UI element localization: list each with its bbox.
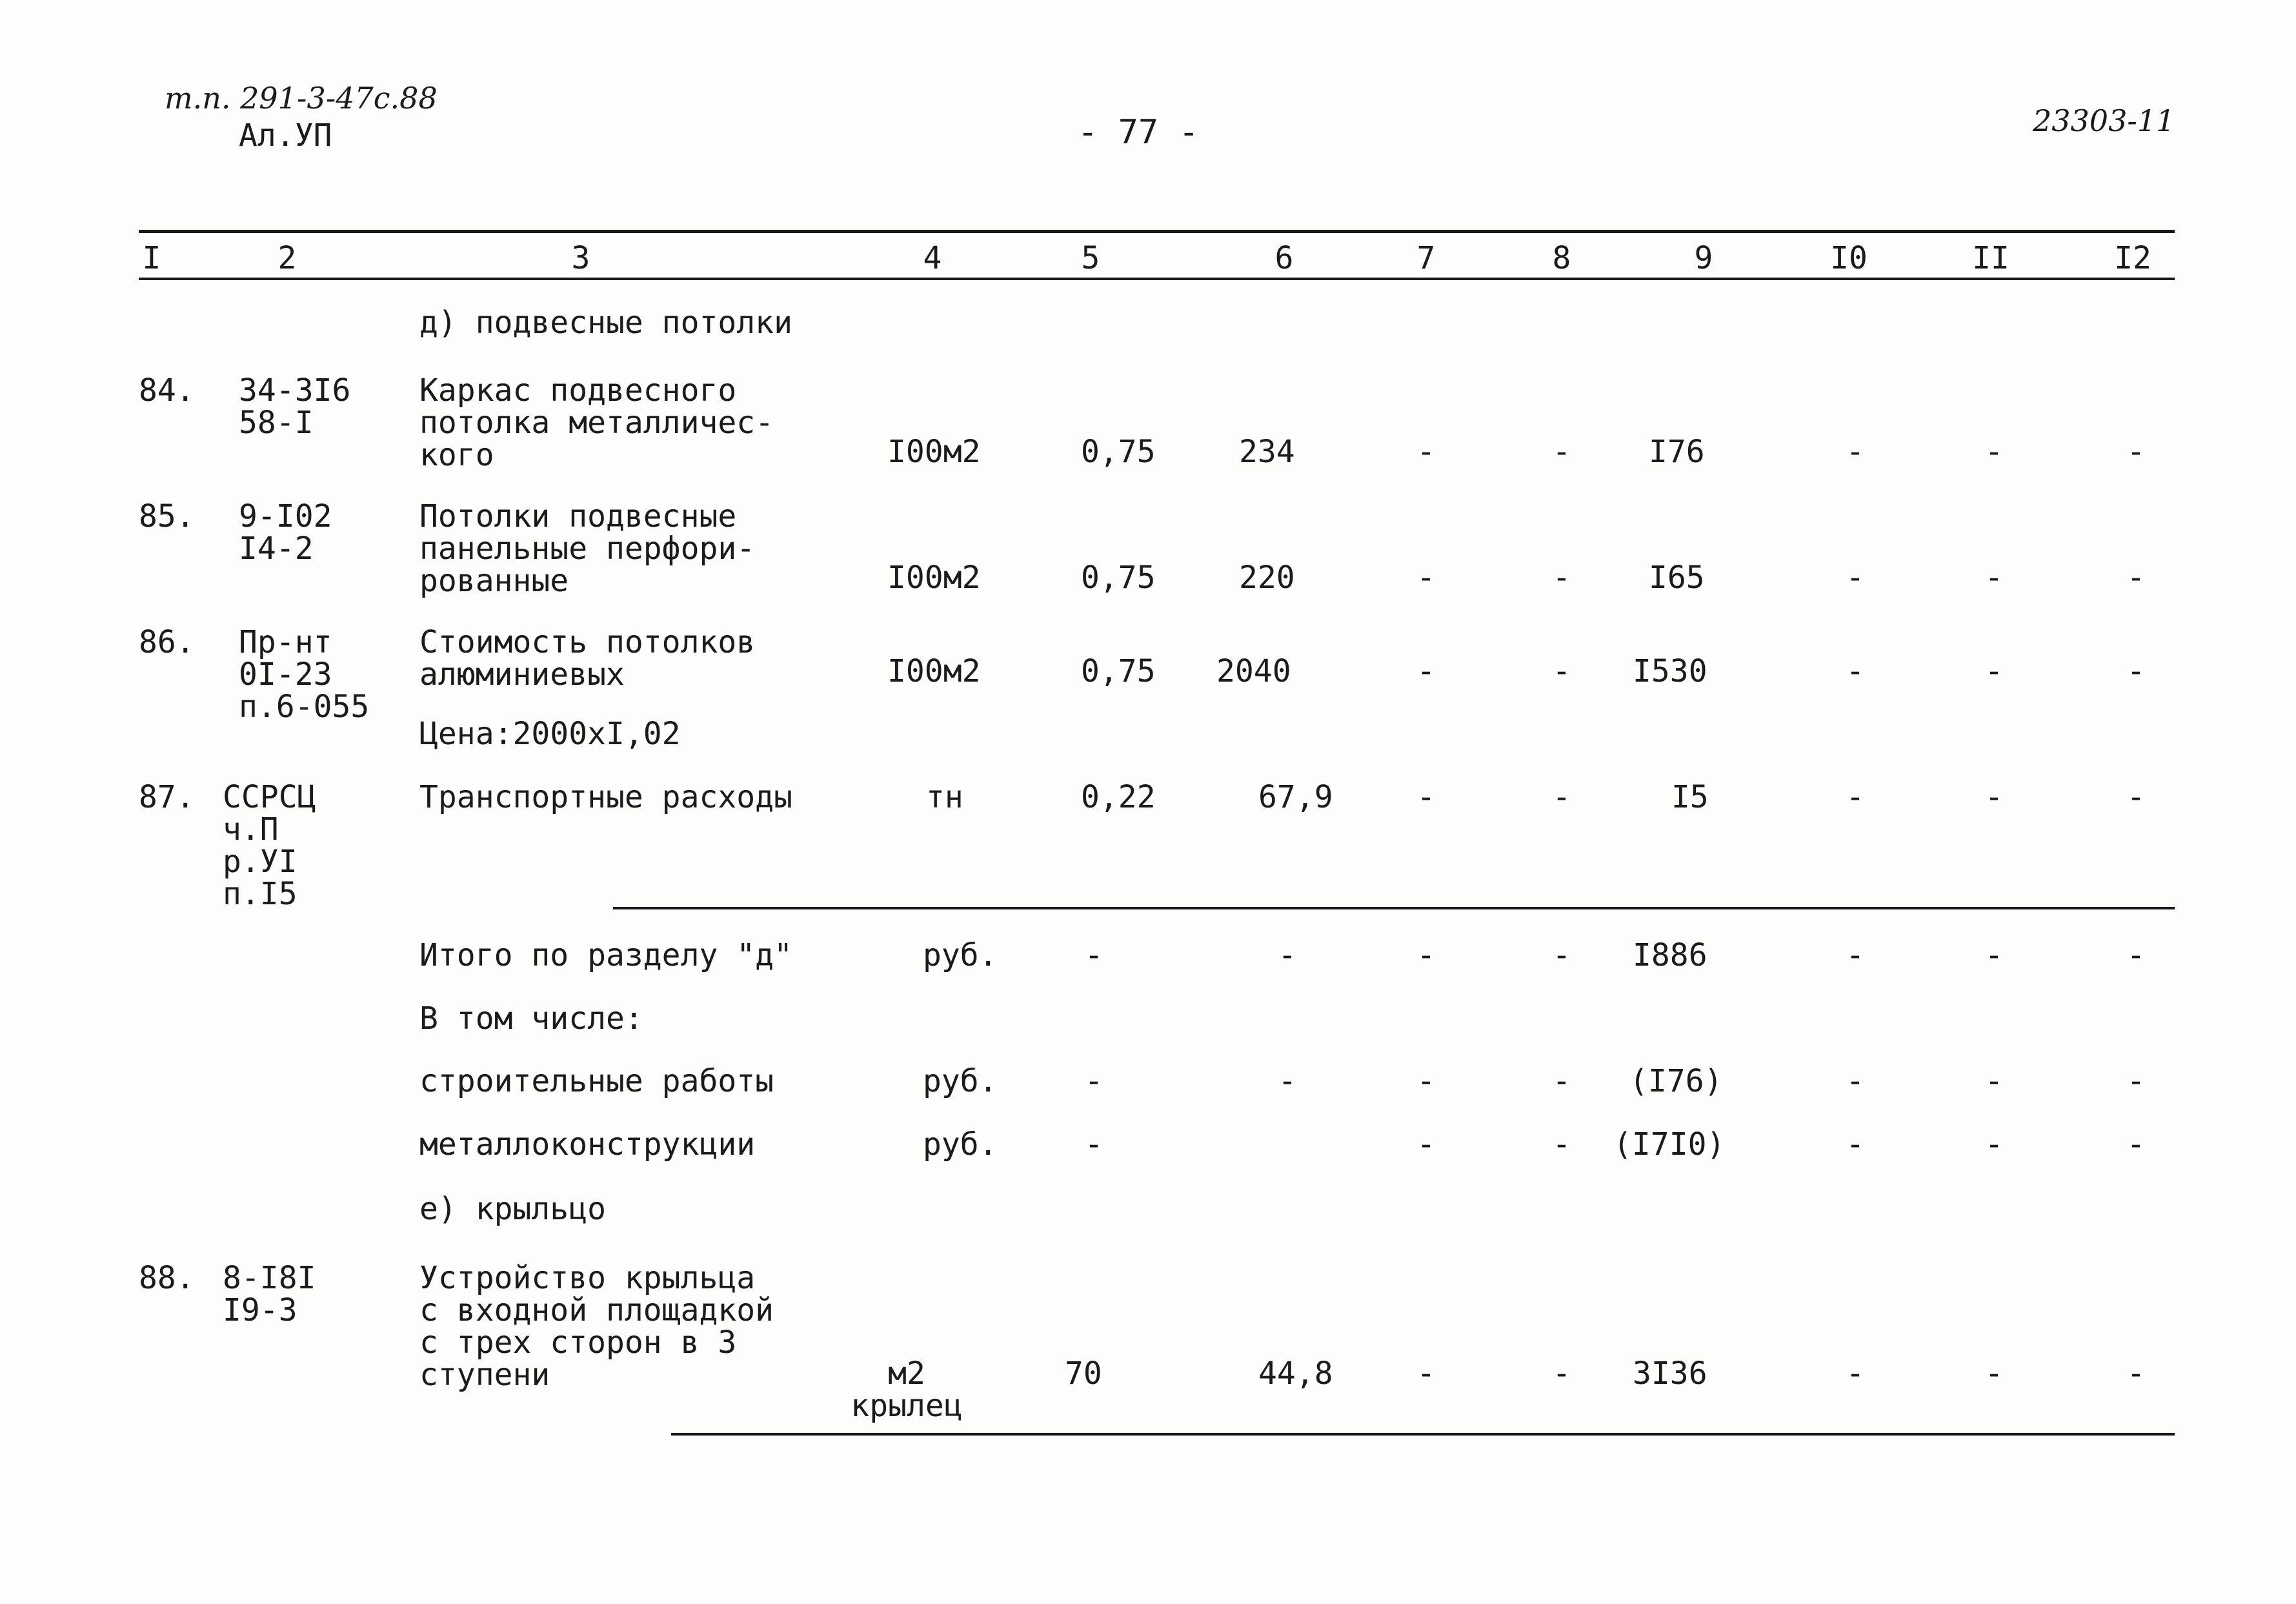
- including-label: В том числе:: [419, 1000, 643, 1037]
- cell-10: -: [1846, 434, 1865, 470]
- cell-12: -: [2126, 937, 2146, 973]
- unit: тн: [926, 779, 963, 815]
- cell-7: -: [1416, 434, 1436, 470]
- column-number: 9: [1694, 240, 1713, 276]
- cell-8: -: [1552, 1355, 1571, 1392]
- norm-code: 34-3I6 58-I: [239, 372, 351, 441]
- summary-label: строительные работы: [419, 1063, 774, 1099]
- column-number: I: [142, 240, 161, 276]
- cell-8: -: [1552, 1063, 1571, 1099]
- work-name: Транспортные расходы: [419, 779, 792, 815]
- cell-10: -: [1846, 937, 1865, 973]
- cell-12: -: [2126, 1126, 2146, 1162]
- quantity: -: [1084, 1126, 1103, 1162]
- cell-8: -: [1552, 653, 1571, 689]
- work-name: Устройство крыльца с входной площадкой с трех сторон в 3 ступени: [419, 1260, 774, 1393]
- cell-7: -: [1416, 653, 1436, 689]
- unit-price: 67,9: [1258, 779, 1333, 815]
- total-cost: (I76): [1629, 1063, 1723, 1099]
- cell-8: -: [1552, 779, 1571, 815]
- total-cost: I5: [1671, 779, 1709, 815]
- unit: I00м2: [887, 434, 981, 470]
- total-cost: I886: [1633, 937, 1707, 973]
- unit: I00м2: [887, 653, 981, 689]
- subtotal-rule: [613, 907, 2175, 909]
- quantity: 0,75: [1081, 653, 1156, 689]
- cell-10: -: [1846, 1355, 1865, 1392]
- column-number: 3: [571, 240, 590, 276]
- header-bottom-rule: [139, 278, 2175, 280]
- section-title: е) крыльцо: [419, 1191, 606, 1227]
- cell-7: -: [1416, 560, 1436, 596]
- unit-price: 44,8: [1258, 1355, 1333, 1392]
- cell-11: -: [1984, 1063, 2004, 1099]
- column-number: I0: [1830, 240, 1868, 276]
- cell-11: -: [1984, 1355, 2004, 1392]
- unit-price: 220: [1239, 560, 1295, 596]
- unit: I00м2: [887, 560, 981, 596]
- cell-8: -: [1552, 434, 1571, 470]
- total-cost: I65: [1649, 560, 1705, 596]
- cell-12: -: [2126, 1355, 2146, 1392]
- cell-11: -: [1984, 560, 2004, 596]
- work-name: Потолки подвесные панельные перфори- рованные: [419, 498, 756, 599]
- cell-7: -: [1416, 1126, 1436, 1162]
- cell-10: -: [1846, 779, 1865, 815]
- cell-12: -: [2126, 779, 2146, 815]
- cell-11: -: [1984, 1126, 2004, 1162]
- column-number: 4: [923, 240, 942, 276]
- unit: руб.: [923, 1063, 998, 1099]
- column-number: 7: [1416, 240, 1436, 276]
- norm-code: Пр-нт 0I-23 п.6-055: [239, 624, 370, 725]
- cell-11: -: [1984, 434, 2004, 470]
- header-top-rule: [139, 230, 2175, 233]
- price-note: Цена:2000хI,02: [419, 716, 681, 752]
- cell-10: -: [1846, 653, 1865, 689]
- row-number: 87.: [139, 779, 195, 815]
- summary-label: металлоконструкции: [419, 1126, 756, 1162]
- total-cost: 3I36: [1633, 1355, 1707, 1392]
- cell-12: -: [2126, 434, 2146, 470]
- cell-10: -: [1846, 1063, 1865, 1099]
- column-number: I2: [2114, 240, 2151, 276]
- cell-11: -: [1984, 653, 2004, 689]
- album-label: Ал.УП: [239, 117, 332, 154]
- quantity: -: [1084, 1063, 1103, 1099]
- archive-number: 23303-11: [2033, 103, 2175, 138]
- column-number: 6: [1274, 240, 1294, 276]
- section-title: д) подвесные потолки: [419, 305, 792, 341]
- norm-code: 8-I8I I9-3: [223, 1260, 316, 1328]
- cell-11: -: [1984, 937, 2004, 973]
- cell-8: -: [1552, 1126, 1571, 1162]
- unit-price: -: [1278, 1063, 1297, 1099]
- quantity: -: [1084, 937, 1103, 973]
- unit-price: -: [1278, 937, 1297, 973]
- row-number: 86.: [139, 624, 195, 660]
- total-cost: (I7I0): [1613, 1126, 1726, 1162]
- quantity: 0,75: [1081, 560, 1156, 596]
- column-number: 2: [277, 240, 297, 276]
- unit: руб.: [923, 937, 998, 973]
- cell-10: -: [1846, 1126, 1865, 1162]
- work-name: Стоимость потолков алюминиевых: [419, 624, 756, 693]
- unit: м2 крылец: [851, 1355, 963, 1424]
- norm-code: ССРСЦ ч.П р.УI п.I5: [223, 779, 316, 912]
- cell-7: -: [1416, 779, 1436, 815]
- row-number: 85.: [139, 498, 195, 534]
- row-number: 84.: [139, 372, 195, 409]
- column-number: 5: [1081, 240, 1100, 276]
- document-code: т.п. 291-3-47с.88: [165, 81, 438, 116]
- unit: руб.: [923, 1126, 998, 1162]
- summary-label: Итого по разделу "д": [419, 937, 792, 973]
- cell-12: -: [2126, 653, 2146, 689]
- column-number: II: [1972, 240, 2009, 276]
- total-cost: I76: [1649, 434, 1705, 470]
- cell-7: -: [1416, 1355, 1436, 1392]
- cell-8: -: [1552, 937, 1571, 973]
- page-number: - 77 -: [1078, 113, 1199, 152]
- quantity: 70: [1065, 1355, 1102, 1392]
- cell-11: -: [1984, 779, 2004, 815]
- bottom-rule: [671, 1433, 2175, 1436]
- column-number: 8: [1552, 240, 1571, 276]
- work-name: Каркас подвесного потолка металличес- кого: [419, 372, 774, 473]
- quantity: 0,22: [1081, 779, 1156, 815]
- cell-12: -: [2126, 1063, 2146, 1099]
- cell-7: -: [1416, 937, 1436, 973]
- cell-8: -: [1552, 560, 1571, 596]
- unit-price: 2040: [1216, 653, 1291, 689]
- cell-10: -: [1846, 560, 1865, 596]
- row-number: 88.: [139, 1260, 195, 1296]
- unit-price: 234: [1239, 434, 1295, 470]
- quantity: 0,75: [1081, 434, 1156, 470]
- cell-12: -: [2126, 560, 2146, 596]
- cell-7: -: [1416, 1063, 1436, 1099]
- norm-code: 9-I02 I4-2: [239, 498, 332, 567]
- total-cost: I530: [1633, 653, 1707, 689]
